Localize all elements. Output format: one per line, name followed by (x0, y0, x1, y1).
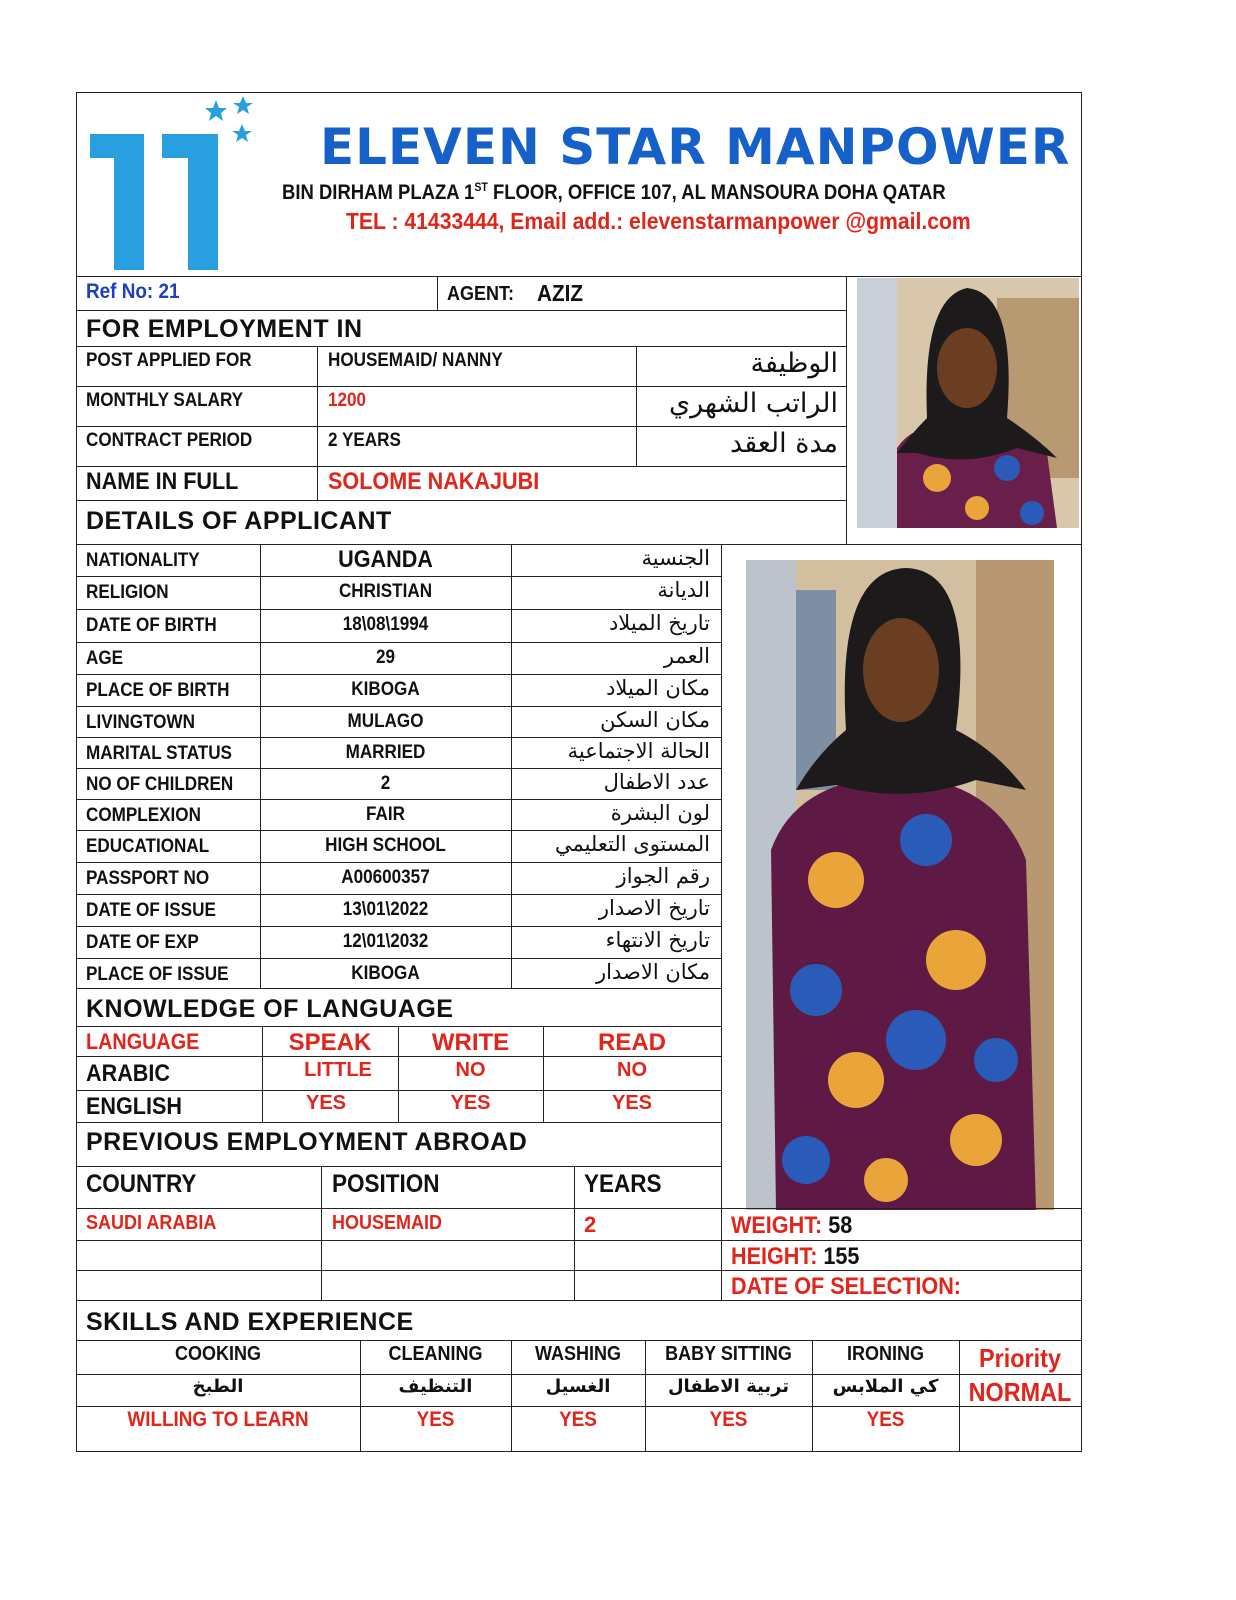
agent-value: AZIZ (537, 280, 583, 306)
applicant-photo-large (746, 560, 1054, 1210)
lang-arabic-write: NO (455, 1059, 486, 1081)
detail-arabic: الجنسية (641, 546, 710, 570)
post-value: HOUSEMAID/ NANNY (328, 350, 503, 371)
skill-name: CLEANING (388, 1343, 483, 1365)
applicant-photo-small (857, 278, 1079, 528)
prev-header-country: COUNTRY (86, 1170, 197, 1198)
prev-country: SAUDI ARABIA (86, 1212, 217, 1234)
skill-name: IRONING (846, 1343, 925, 1365)
post-arabic: الوظيفة (750, 348, 838, 379)
lang-arabic: ARABIC (86, 1060, 170, 1087)
detail-arabic: لون البشرة (610, 801, 710, 825)
detail-arabic: مكان الاصدار (596, 960, 710, 984)
priority-value: NORMAL (968, 1377, 1072, 1407)
details-section-title: DETAILS OF APPLICANT (86, 507, 392, 535)
detail-arabic: مكان الميلاد (606, 676, 710, 700)
lang-english-write: YES (450, 1092, 491, 1114)
detail-value: MARRIED (345, 742, 426, 763)
detail-arabic: تاريخ الاصدار (598, 896, 710, 920)
priority-label: Priority (979, 1343, 1061, 1373)
previous-section-title: PREVIOUS EMPLOYMENT ABROAD (86, 1128, 528, 1156)
contract-value: 2 YEARS (328, 430, 401, 451)
fullname-value: SOLOME NAKAJUBI (328, 468, 540, 495)
ref-label: Ref No: 21 (86, 280, 180, 303)
lang-arabic-read: NO (617, 1059, 647, 1081)
detail-value: KIBOGA (351, 679, 420, 700)
detail-arabic: رقم الجواز (616, 864, 710, 888)
detail-label: NATIONALITY (86, 550, 200, 571)
lang-english-read: YES (611, 1092, 653, 1114)
skill-arabic: التنظيف (398, 1376, 473, 1397)
prev-years: 2 (584, 1212, 597, 1237)
weight-value: 58 (828, 1212, 853, 1239)
detail-value: 13\01\2022 (342, 899, 429, 920)
detail-label: COMPLEXION (86, 805, 201, 826)
language-section-title: KNOWLEDGE OF LANGUAGE (86, 995, 454, 1023)
lang-header-read: READ (597, 1029, 666, 1056)
company-name: ELEVEN STAR MANPOWER (320, 118, 1071, 176)
skill-arabic: الطبخ (192, 1376, 244, 1397)
lang-header-language: LANGUAGE (86, 1029, 200, 1054)
detail-value: 2 (380, 773, 391, 794)
post-label: POST APPLIED FOR (86, 350, 252, 371)
star-icon (205, 100, 227, 121)
ref-value: 21 (158, 280, 180, 303)
detail-arabic: مكان السكن (600, 708, 710, 732)
skill-arabic: الغسيل (545, 1376, 611, 1397)
detail-label: EDUCATIONAL (86, 836, 210, 857)
logo-graphic (86, 96, 266, 274)
detail-arabic: تاريخ الانتهاء (605, 928, 710, 952)
detail-label: LIVINGTOWN (86, 712, 195, 733)
star-icon (232, 124, 252, 142)
salary-value: 1200 (328, 390, 367, 411)
company-address: BIN DIRHAM PLAZA 1ST FLOOR, OFFICE 107, AL MANSOURA DOHA QATAR (282, 180, 946, 204)
lang-english: ENGLISH (86, 1093, 183, 1120)
photo-graphic (746, 560, 1054, 1210)
detail-value: KIBOGA (351, 963, 420, 984)
photo-graphic (857, 278, 1079, 528)
detail-label: DATE OF ISSUE (86, 900, 216, 921)
detail-value: 29 (375, 647, 396, 668)
skill-name: COOKING (174, 1343, 262, 1365)
detail-value: UGANDA (338, 546, 433, 573)
skill-arabic: تربية الاطفال (667, 1376, 790, 1397)
detail-label: PLACE OF ISSUE (86, 964, 229, 985)
company-contact: TEL : 41433444, Email add.: elevenstarmanpower @gmail.com (346, 208, 971, 234)
detail-arabic: الديانة (657, 578, 710, 602)
skill-value: YES (709, 1408, 748, 1431)
contract-arabic: مدة العقد (730, 428, 838, 459)
prev-header-years: YEARS (584, 1170, 662, 1198)
employment-section-title: FOR EMPLOYMENT IN (86, 315, 363, 343)
weight: WEIGHT: 58 (731, 1212, 853, 1239)
prev-position: HOUSEMAID (332, 1212, 443, 1234)
detail-label: DATE OF BIRTH (86, 615, 217, 636)
detail-label: AGE (86, 648, 124, 669)
detail-value: FAIR (366, 804, 405, 825)
lang-header-write: WRITE (431, 1029, 510, 1056)
prev-header-position: POSITION (332, 1170, 440, 1198)
detail-label: PASSPORT NO (86, 868, 210, 889)
agent-label: AGENT: (447, 283, 515, 305)
detail-value: 12\01\2032 (342, 931, 429, 952)
skill-value: YES (416, 1408, 455, 1431)
skill-arabic: كي الملابس (832, 1376, 939, 1397)
contract-label: CONTRACT PERIOD (86, 430, 253, 451)
date-of-selection: DATE OF SELECTION: (731, 1273, 962, 1300)
skills-section-title: SKILLS AND EXPERIENCE (86, 1308, 414, 1336)
star-icon (233, 96, 253, 114)
skill-name: WASHING (534, 1343, 622, 1365)
lang-english-speak: YES (305, 1092, 347, 1114)
detail-label: PLACE OF BIRTH (86, 680, 230, 701)
detail-label: NO OF CHILDREN (86, 774, 234, 795)
detail-value: HIGH SCHOOL (325, 835, 446, 856)
detail-arabic: تاريخ الميلاد (608, 611, 710, 635)
height-value: 155 (823, 1243, 860, 1270)
fullname-label: NAME IN FULL (86, 468, 239, 495)
detail-label: MARITAL STATUS (86, 743, 232, 764)
lang-arabic-speak: LITTLE (304, 1059, 372, 1081)
detail-value: 18\08\1994 (342, 614, 429, 635)
detail-arabic: عدد الاطفال (603, 770, 710, 794)
lang-header-speak: SPEAK (288, 1029, 372, 1056)
detail-arabic: الحالة الاجتماعية (567, 739, 710, 763)
detail-label: RELIGION (86, 582, 169, 603)
detail-label: DATE OF EXP (86, 932, 199, 953)
detail-value: A00600357 (341, 867, 430, 888)
detail-arabic: المستوى التعليمي (554, 832, 710, 856)
salary-label: MONTHLY SALARY (86, 390, 244, 411)
height: HEIGHT: 155 (731, 1243, 860, 1270)
detail-value: CHRISTIAN (338, 581, 433, 602)
detail-arabic: العمر (663, 644, 710, 668)
detail-value: MULAGO (347, 711, 424, 732)
salary-arabic: الراتب الشهري (668, 388, 838, 419)
company-logo (86, 96, 266, 274)
skill-value: WILLING TO LEARN (127, 1408, 309, 1431)
skill-value: YES (866, 1408, 905, 1431)
skill-name: BABY SITTING (665, 1343, 792, 1365)
skill-value: YES (559, 1408, 597, 1431)
